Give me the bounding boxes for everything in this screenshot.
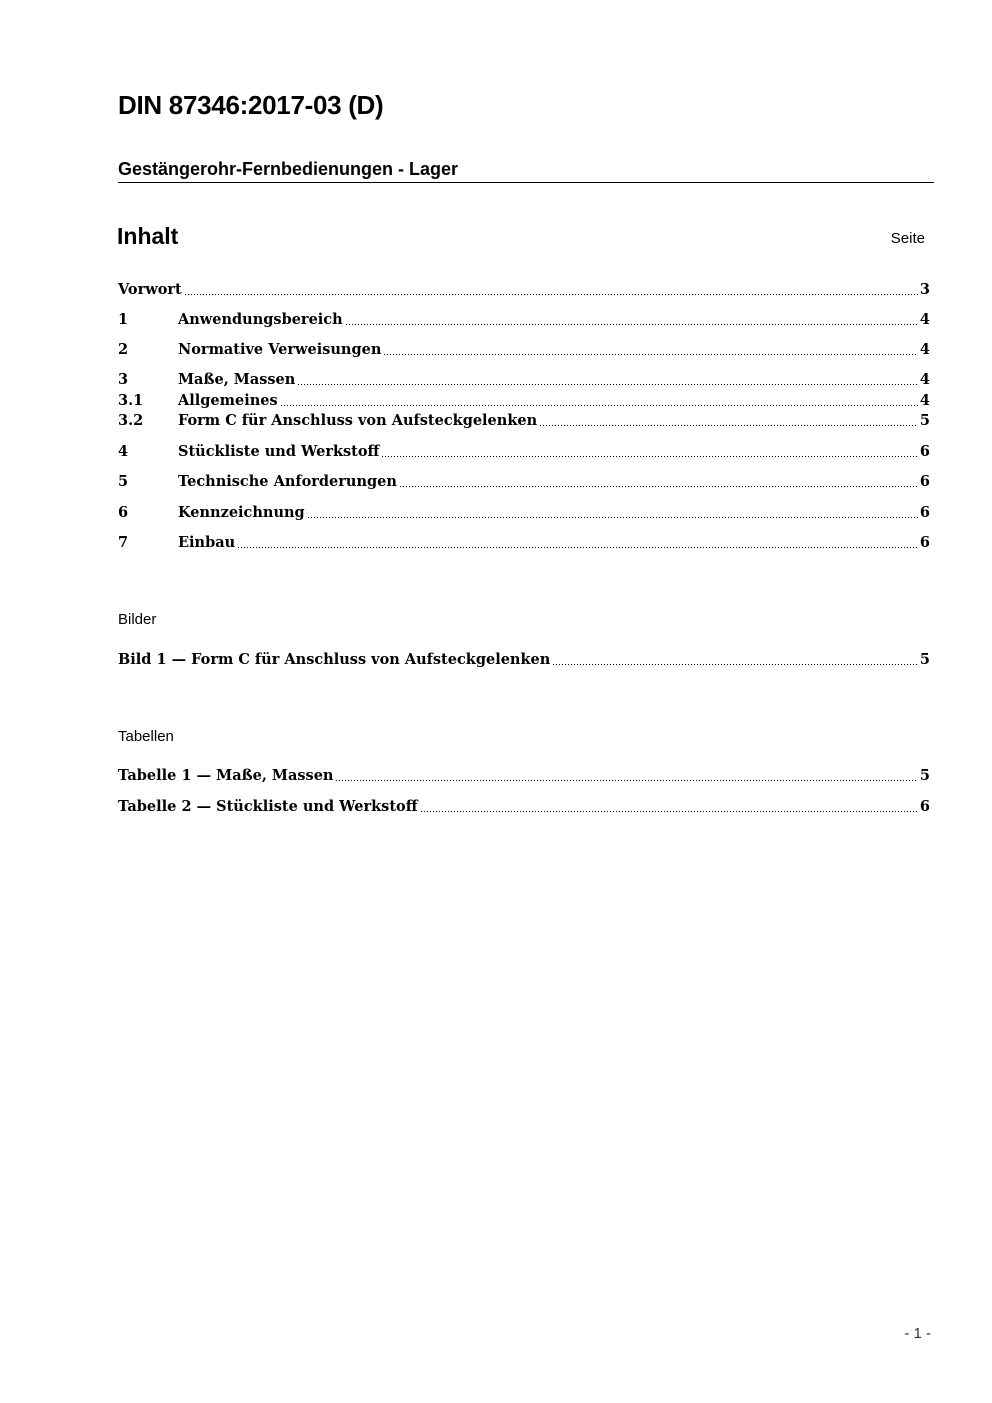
table-entry-page: 6 bbox=[919, 798, 930, 815]
figure-entry-text: Bild 1 — Form C für Anschluss von Aufsteckgelenken bbox=[118, 651, 551, 668]
toc-entry-text: Allgemeines bbox=[178, 392, 278, 409]
toc-entry-page: 6 bbox=[919, 473, 930, 490]
table-entry-text: Tabelle 1 — Maße, Massen bbox=[118, 767, 334, 784]
toc-entry-text: Kennzeichnung bbox=[178, 504, 305, 521]
toc-entry-1[interactable] bbox=[118, 309, 930, 330]
dot-leader bbox=[383, 352, 918, 356]
toc-entry-page: 4 bbox=[919, 392, 930, 409]
page-number: - 1 - bbox=[904, 1325, 931, 1342]
toc-entry-page: 6 bbox=[919, 534, 930, 551]
toc-entry-5[interactable] bbox=[118, 471, 930, 492]
toc-entry-number: 3 bbox=[118, 371, 129, 388]
toc-entry-text: Normative Verweisungen bbox=[178, 341, 382, 358]
dot-leader bbox=[280, 403, 918, 407]
table-entry-text: Tabelle 2 — Stückliste und Werkstoff bbox=[118, 798, 418, 815]
dot-leader bbox=[539, 423, 918, 427]
toc-entry-text: Anwendungsbereich bbox=[178, 311, 343, 328]
toc-entry-text: Form C für Anschluss von Aufsteckgelenken bbox=[178, 412, 538, 429]
tables-heading: Tabellen bbox=[118, 728, 174, 745]
toc-entry-3[interactable] bbox=[118, 369, 930, 390]
toc-entry-page: 4 bbox=[919, 371, 930, 388]
figure-entry-page: 5 bbox=[919, 651, 930, 668]
dot-leader bbox=[399, 484, 918, 488]
toc-entry-number: 7 bbox=[118, 534, 129, 551]
dot-leader bbox=[307, 515, 918, 519]
document-title: DIN 87346:2017-03 (D) bbox=[118, 90, 384, 120]
toc-entry-page: 6 bbox=[919, 443, 930, 460]
dot-leader bbox=[335, 778, 917, 782]
table-entry-1[interactable] bbox=[118, 765, 930, 786]
toc-entry-page: 4 bbox=[919, 311, 930, 328]
toc-entry-number: 2 bbox=[118, 341, 129, 358]
table-entry-page: 5 bbox=[919, 767, 930, 784]
toc-entry-number: 3.2 bbox=[118, 412, 144, 429]
toc-entry-page: 4 bbox=[919, 341, 930, 358]
dot-leader bbox=[345, 322, 918, 326]
toc-entry-number: 6 bbox=[118, 504, 129, 521]
figures-heading: Bilder bbox=[118, 611, 157, 628]
toc-entry-6[interactable] bbox=[118, 502, 930, 523]
table-entry-2[interactable] bbox=[118, 796, 930, 817]
dot-leader bbox=[184, 292, 918, 296]
toc-entry-4[interactable] bbox=[118, 441, 930, 462]
toc-entry-text: Stückliste und Werkstoff bbox=[178, 443, 380, 460]
toc-entry-page: 6 bbox=[919, 504, 930, 521]
toc-entry-vorwort[interactable] bbox=[118, 279, 930, 300]
toc-entry-page: 3 bbox=[919, 281, 930, 298]
toc-entry-text: Vorwort bbox=[118, 281, 182, 298]
toc-entry-3-2[interactable] bbox=[118, 410, 930, 431]
toc-entry-number: 3.1 bbox=[118, 392, 144, 409]
dot-leader bbox=[237, 545, 918, 549]
toc-entry-3-1[interactable] bbox=[118, 390, 930, 411]
toc-entry-number: 1 bbox=[118, 311, 129, 328]
toc-entry-text: Technische Anforderungen bbox=[178, 473, 397, 490]
toc-entry-page: 5 bbox=[919, 412, 930, 429]
figure-entry-1[interactable] bbox=[118, 649, 930, 670]
toc-entry-7[interactable] bbox=[118, 532, 930, 553]
toc-entry-number: 5 bbox=[118, 473, 129, 490]
toc-entry-text: Einbau bbox=[178, 534, 236, 551]
toc-entry-2[interactable] bbox=[118, 339, 930, 360]
toc-heading: Inhalt bbox=[117, 223, 179, 249]
page-column-label: Seite bbox=[890, 230, 925, 247]
dot-leader bbox=[420, 809, 918, 813]
toc-entry-text: Maße, Massen bbox=[178, 371, 296, 388]
document-subtitle: Gestängerohr-Fernbedienungen - Lager bbox=[118, 158, 934, 183]
dot-leader bbox=[381, 454, 917, 458]
toc-entry-number: 4 bbox=[118, 443, 129, 460]
dot-leader bbox=[297, 382, 918, 386]
dot-leader bbox=[552, 662, 918, 666]
